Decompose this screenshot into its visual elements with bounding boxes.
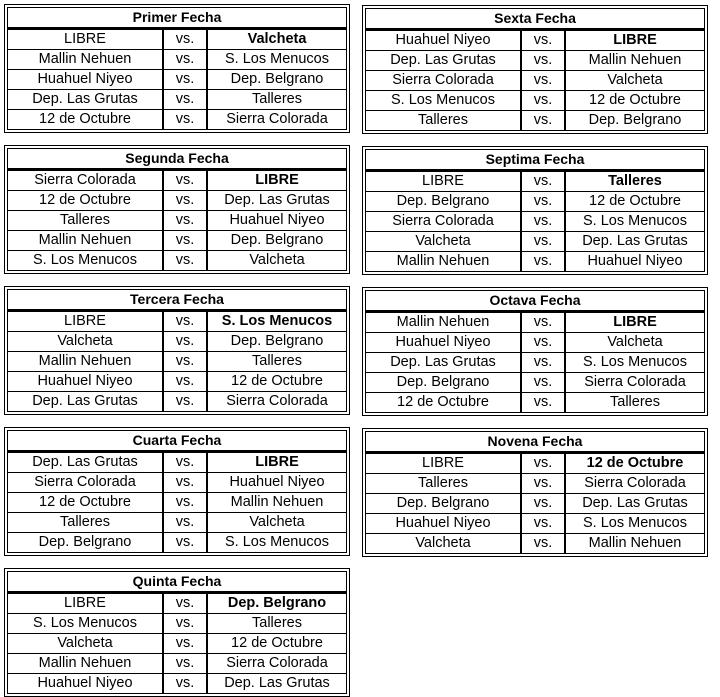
fixture-title: Tercera Fecha [8, 290, 346, 310]
match-row [8, 451, 346, 472]
fixture-table-cuarta [4, 427, 350, 556]
versus-label: vs. [522, 172, 566, 191]
versus-label: vs. [164, 634, 208, 653]
home-team: Sierra Colorada [366, 71, 522, 90]
match-row [8, 49, 346, 69]
versus-label: vs. [164, 674, 208, 693]
match-row [8, 230, 346, 250]
home-team: Mallin Nehuen [8, 352, 164, 371]
home-team: LIBRE [8, 312, 164, 331]
fixture-grid [365, 431, 705, 554]
fixture-table-quinta [4, 568, 350, 697]
versus-label: vs. [164, 332, 208, 351]
home-team: Dep. Las Grutas [366, 353, 522, 372]
versus-label: vs. [522, 31, 566, 50]
fixture-title: Novena Fecha [366, 432, 704, 452]
fixture-grid [7, 148, 347, 271]
versus-label: vs. [164, 533, 208, 552]
versus-label: vs. [522, 454, 566, 473]
fixture-table-novena [362, 428, 708, 557]
match-row [366, 211, 704, 231]
versus-label: vs. [164, 90, 208, 109]
fixture-table-septima [362, 146, 708, 275]
home-team: Dep. Las Grutas [366, 51, 522, 70]
versus-label: vs. [522, 393, 566, 412]
fixture-title: Quinta Fecha [8, 572, 346, 592]
match-row [8, 653, 346, 673]
away-team: S. Los Menucos [583, 354, 687, 370]
away-team: Mallin Nehuen [230, 494, 324, 510]
away-team: Valcheta [607, 72, 663, 88]
versus-label: vs. [522, 212, 566, 231]
match-row [8, 351, 346, 371]
away-team: Talleres [252, 615, 302, 631]
versus-label: vs. [164, 614, 208, 633]
versus-label: vs. [164, 171, 208, 190]
versus-label: vs. [164, 473, 208, 492]
away-team: Valcheta [249, 514, 305, 530]
match-row [366, 332, 704, 352]
match-row [8, 310, 346, 331]
home-team: Valcheta [366, 232, 522, 251]
match-row [8, 673, 346, 693]
home-team: Dep. Belgrano [366, 373, 522, 392]
fixture-title: Sexta Fecha [366, 9, 704, 29]
home-team: LIBRE [8, 594, 164, 613]
away-team: Dep. Belgrano [230, 232, 324, 248]
home-team: S. Los Menucos [8, 614, 164, 633]
versus-label: vs. [522, 353, 566, 372]
fixture-grid [365, 8, 705, 131]
home-team: 12 de Octubre [8, 191, 164, 210]
away-team: 12 de Octubre [586, 455, 684, 471]
match-row [366, 170, 704, 191]
home-team: Huahuel Niyeo [366, 514, 522, 533]
versus-label: vs. [522, 514, 566, 533]
home-team: LIBRE [366, 454, 522, 473]
away-team: S. Los Menucos [225, 534, 329, 550]
fixture-grid [7, 289, 347, 412]
fixture-grid [365, 149, 705, 272]
match-row [366, 311, 704, 332]
match-row [366, 231, 704, 251]
versus-label: vs. [522, 232, 566, 251]
home-team: Dep. Las Grutas [8, 392, 164, 411]
away-team: Dep. Belgrano [230, 71, 324, 87]
away-team: 12 de Octubre [589, 193, 681, 209]
away-team: 12 de Octubre [231, 635, 323, 651]
fixture-table-sexta [362, 5, 708, 134]
home-team: Sierra Colorada [8, 473, 164, 492]
versus-label: vs. [164, 191, 208, 210]
away-team: Sierra Colorada [226, 655, 328, 671]
match-row [366, 533, 704, 553]
home-team: S. Los Menucos [8, 251, 164, 270]
home-team: Talleres [366, 474, 522, 493]
away-team: Dep. Las Grutas [582, 495, 688, 511]
home-team: Talleres [8, 211, 164, 230]
away-team: Dep. Las Grutas [224, 192, 330, 208]
home-team: Valcheta [8, 634, 164, 653]
home-team: Dep. Belgrano [366, 494, 522, 513]
home-team: Talleres [8, 513, 164, 532]
match-row [366, 473, 704, 493]
versus-label: vs. [164, 30, 208, 49]
away-team: Mallin Nehuen [588, 52, 682, 68]
away-team: Sierra Colorada [584, 374, 686, 390]
versus-label: vs. [522, 111, 566, 130]
match-row [366, 110, 704, 130]
match-row [8, 633, 346, 653]
away-team: LIBRE [255, 172, 299, 188]
versus-label: vs. [164, 110, 208, 129]
versus-label: vs. [164, 453, 208, 472]
match-row [8, 109, 346, 129]
versus-label: vs. [164, 594, 208, 613]
fixture-table-octava [362, 287, 708, 416]
away-team: S. Los Menucos [221, 313, 333, 329]
away-team: LIBRE [613, 314, 657, 330]
away-team: Talleres [252, 91, 302, 107]
home-team: Huahuel Niyeo [8, 70, 164, 89]
match-row [8, 331, 346, 351]
home-team: 12 de Octubre [8, 493, 164, 512]
versus-label: vs. [164, 372, 208, 391]
fixture-table-tercera [4, 286, 350, 415]
away-team: LIBRE [613, 32, 657, 48]
away-team: Talleres [610, 394, 660, 410]
match-row [366, 191, 704, 211]
away-team: Huahuel Niyeo [587, 253, 683, 269]
versus-label: vs. [522, 534, 566, 553]
fixture-grid [7, 571, 347, 694]
home-team: Dep. Belgrano [366, 192, 522, 211]
versus-label: vs. [522, 474, 566, 493]
away-team: 12 de Octubre [589, 92, 681, 108]
match-row [366, 392, 704, 412]
away-team: Dep. Belgrano [230, 333, 324, 349]
versus-label: vs. [522, 494, 566, 513]
match-row [366, 452, 704, 473]
home-team: Mallin Nehuen [8, 231, 164, 250]
match-row [8, 592, 346, 613]
fixture-grid [7, 7, 347, 130]
away-team: Sierra Colorada [226, 393, 328, 409]
versus-label: vs. [522, 252, 566, 271]
versus-label: vs. [522, 91, 566, 110]
away-team: Huahuel Niyeo [229, 212, 325, 228]
home-team: LIBRE [8, 30, 164, 49]
away-team: 12 de Octubre [231, 373, 323, 389]
match-row [366, 50, 704, 70]
match-row [8, 28, 346, 49]
versus-label: vs. [164, 513, 208, 532]
versus-label: vs. [522, 373, 566, 392]
away-team: Valcheta [607, 334, 663, 350]
home-team: Huahuel Niyeo [366, 333, 522, 352]
match-row [8, 512, 346, 532]
match-row [8, 532, 346, 552]
away-team: S. Los Menucos [583, 515, 687, 531]
away-team: Dep. Las Grutas [224, 675, 330, 691]
away-team: Sierra Colorada [584, 475, 686, 491]
match-row [366, 29, 704, 50]
fixture-title: Primer Fecha [8, 8, 346, 28]
match-row [366, 372, 704, 392]
match-row [366, 90, 704, 110]
away-team: S. Los Menucos [583, 213, 687, 229]
away-team: Dep. Las Grutas [582, 233, 688, 249]
match-row [8, 190, 346, 210]
home-team: Dep. Las Grutas [8, 90, 164, 109]
match-row [366, 251, 704, 271]
fixture-title: Octava Fecha [366, 291, 704, 311]
fixture-grid [7, 430, 347, 553]
home-team: LIBRE [366, 172, 522, 191]
home-team: Huahuel Niyeo [8, 372, 164, 391]
match-row [8, 69, 346, 89]
versus-label: vs. [164, 654, 208, 673]
away-team: Valcheta [247, 31, 307, 47]
home-team: Dep. Las Grutas [8, 453, 164, 472]
fixture-table-segunda [4, 145, 350, 274]
versus-label: vs. [522, 333, 566, 352]
versus-label: vs. [164, 50, 208, 69]
fixture-title: Segunda Fecha [8, 149, 346, 169]
home-team: Valcheta [8, 332, 164, 351]
match-row [8, 613, 346, 633]
home-team: Sierra Colorada [8, 171, 164, 190]
versus-label: vs. [522, 313, 566, 332]
match-row [8, 391, 346, 411]
home-team: Huahuel Niyeo [8, 674, 164, 693]
home-team: Huahuel Niyeo [366, 31, 522, 50]
match-row [8, 250, 346, 270]
home-team: 12 de Octubre [366, 393, 522, 412]
versus-label: vs. [164, 312, 208, 331]
away-team: Dep. Belgrano [227, 595, 327, 611]
home-team: Mallin Nehuen [8, 654, 164, 673]
home-team: Dep. Belgrano [8, 533, 164, 552]
match-row [366, 352, 704, 372]
versus-label: vs. [164, 392, 208, 411]
versus-label: vs. [164, 251, 208, 270]
match-row [8, 89, 346, 109]
match-row [366, 493, 704, 513]
fixture-title: Cuarta Fecha [8, 431, 346, 451]
away-team: Talleres [252, 353, 302, 369]
away-team: Sierra Colorada [226, 111, 328, 127]
away-team: Talleres [608, 173, 662, 189]
match-row [8, 472, 346, 492]
versus-label: vs. [164, 352, 208, 371]
home-team: Sierra Colorada [366, 212, 522, 231]
match-row [8, 492, 346, 512]
versus-label: vs. [164, 211, 208, 230]
match-row [8, 169, 346, 190]
versus-label: vs. [522, 71, 566, 90]
home-team: Mallin Nehuen [366, 252, 522, 271]
fixture-table-primer [4, 4, 350, 133]
home-team: 12 de Octubre [8, 110, 164, 129]
fixture-title: Septima Fecha [366, 150, 704, 170]
away-team: Mallin Nehuen [588, 535, 682, 551]
away-team: Huahuel Niyeo [229, 474, 325, 490]
match-row [8, 210, 346, 230]
match-row [366, 70, 704, 90]
versus-label: vs. [522, 51, 566, 70]
versus-label: vs. [164, 493, 208, 512]
home-team: Mallin Nehuen [8, 50, 164, 69]
home-team: Valcheta [366, 534, 522, 553]
versus-label: vs. [164, 231, 208, 250]
fixture-grid [365, 290, 705, 413]
versus-label: vs. [522, 192, 566, 211]
away-team: LIBRE [255, 454, 299, 470]
away-team: S. Los Menucos [225, 51, 329, 67]
home-team: Talleres [366, 111, 522, 130]
versus-label: vs. [164, 70, 208, 89]
home-team: S. Los Menucos [366, 91, 522, 110]
match-row [366, 513, 704, 533]
match-row [8, 371, 346, 391]
home-team: Mallin Nehuen [366, 313, 522, 332]
away-team: Dep. Belgrano [588, 112, 682, 128]
away-team: Valcheta [249, 252, 305, 268]
